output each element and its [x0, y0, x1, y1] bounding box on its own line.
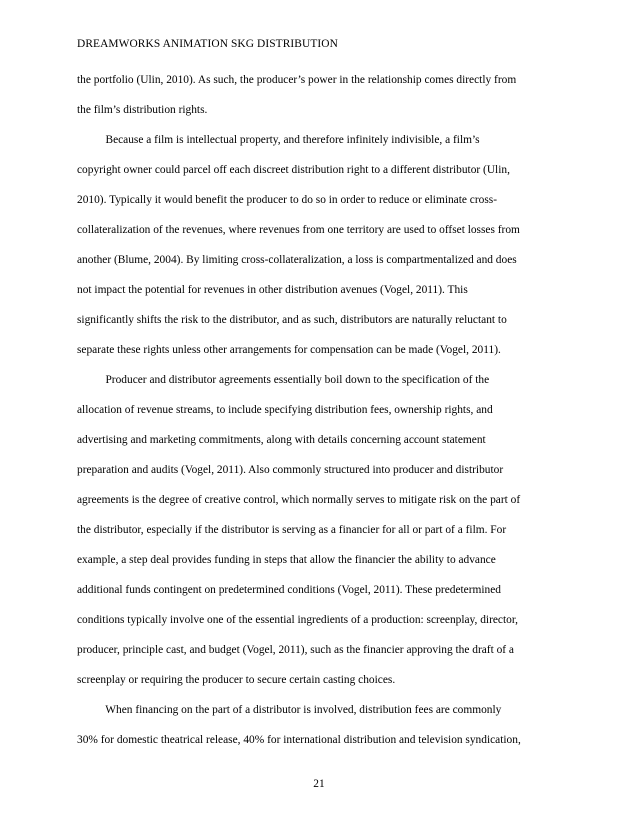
text-line: separate these rights unless other arrangements for compensation can be made (Vogel, 2011). [77, 344, 501, 356]
page-number: 21 [313, 778, 325, 790]
text-line: conditions typically involve one of the essential ingredients of a production: screenplay, director, [77, 614, 519, 626]
text-line: preparation and audits (Vogel, 2011). Also commonly structured into producer and distributor [77, 464, 504, 476]
running-head: DREAMWORKS ANIMATION SKG DISTRIBUTION [77, 38, 338, 50]
text-line: agreements is the degree of creative control, which normally serves to mitigate risk on the part of [77, 494, 521, 506]
text-line: collateralization of the revenues, where revenues from one territory are used to offset losses from [77, 224, 520, 236]
text-line: 2010). Typically it would benefit the producer to do so in order to reduce or eliminate cross- [77, 194, 498, 206]
text-line: not impact the potential for revenues in other distribution avenues (Vogel, 2011). This [77, 284, 468, 296]
text-line: producer, principle cast, and budget (Vogel, 2011), such as the financier approving the draft of a [77, 644, 514, 656]
text-line: significantly shifts the risk to the distributor, and as such, distributors are naturally reluctant to [77, 314, 507, 326]
text-line: When financing on the part of a distributor is involved, distribution fees are commonly [77, 704, 502, 716]
text-line: additional funds contingent on predetermined conditions (Vogel, 2011). These predetermined [77, 584, 501, 596]
text-line: the portfolio (Ulin, 2010). As such, the producer’s power in the relationship comes directly from [77, 74, 517, 86]
text-line: Because a film is intellectual property, and therefore infinitely indivisible, a film’s [77, 134, 480, 146]
text-line: copyright owner could parcel off each discreet distribution right to a different distributor (Ulin, [77, 164, 510, 176]
text-line: 30% for domestic theatrical release, 40% for international distribution and television syndication, [77, 734, 521, 746]
text-line: another (Blume, 2004). By limiting cross-collateralization, a loss is compartmentalized and does [77, 254, 517, 266]
text-line: screenplay or requiring the producer to secure certain casting choices. [77, 674, 396, 686]
text-line: Producer and distributor agreements essentially boil down to the specification of the [77, 374, 490, 386]
text-line: advertising and marketing commitments, along with details concerning account statement [77, 434, 486, 446]
text-line: example, a step deal provides funding in steps that allow the financier the ability to advance [77, 554, 496, 566]
text-line: the film’s distribution rights. [77, 104, 208, 116]
text-line: allocation of revenue streams, to include specifying distribution fees, ownership rights, and [77, 404, 493, 416]
text-line: the distributor, especially if the distributor is serving as a financier for all or part of a film. For [77, 524, 507, 536]
